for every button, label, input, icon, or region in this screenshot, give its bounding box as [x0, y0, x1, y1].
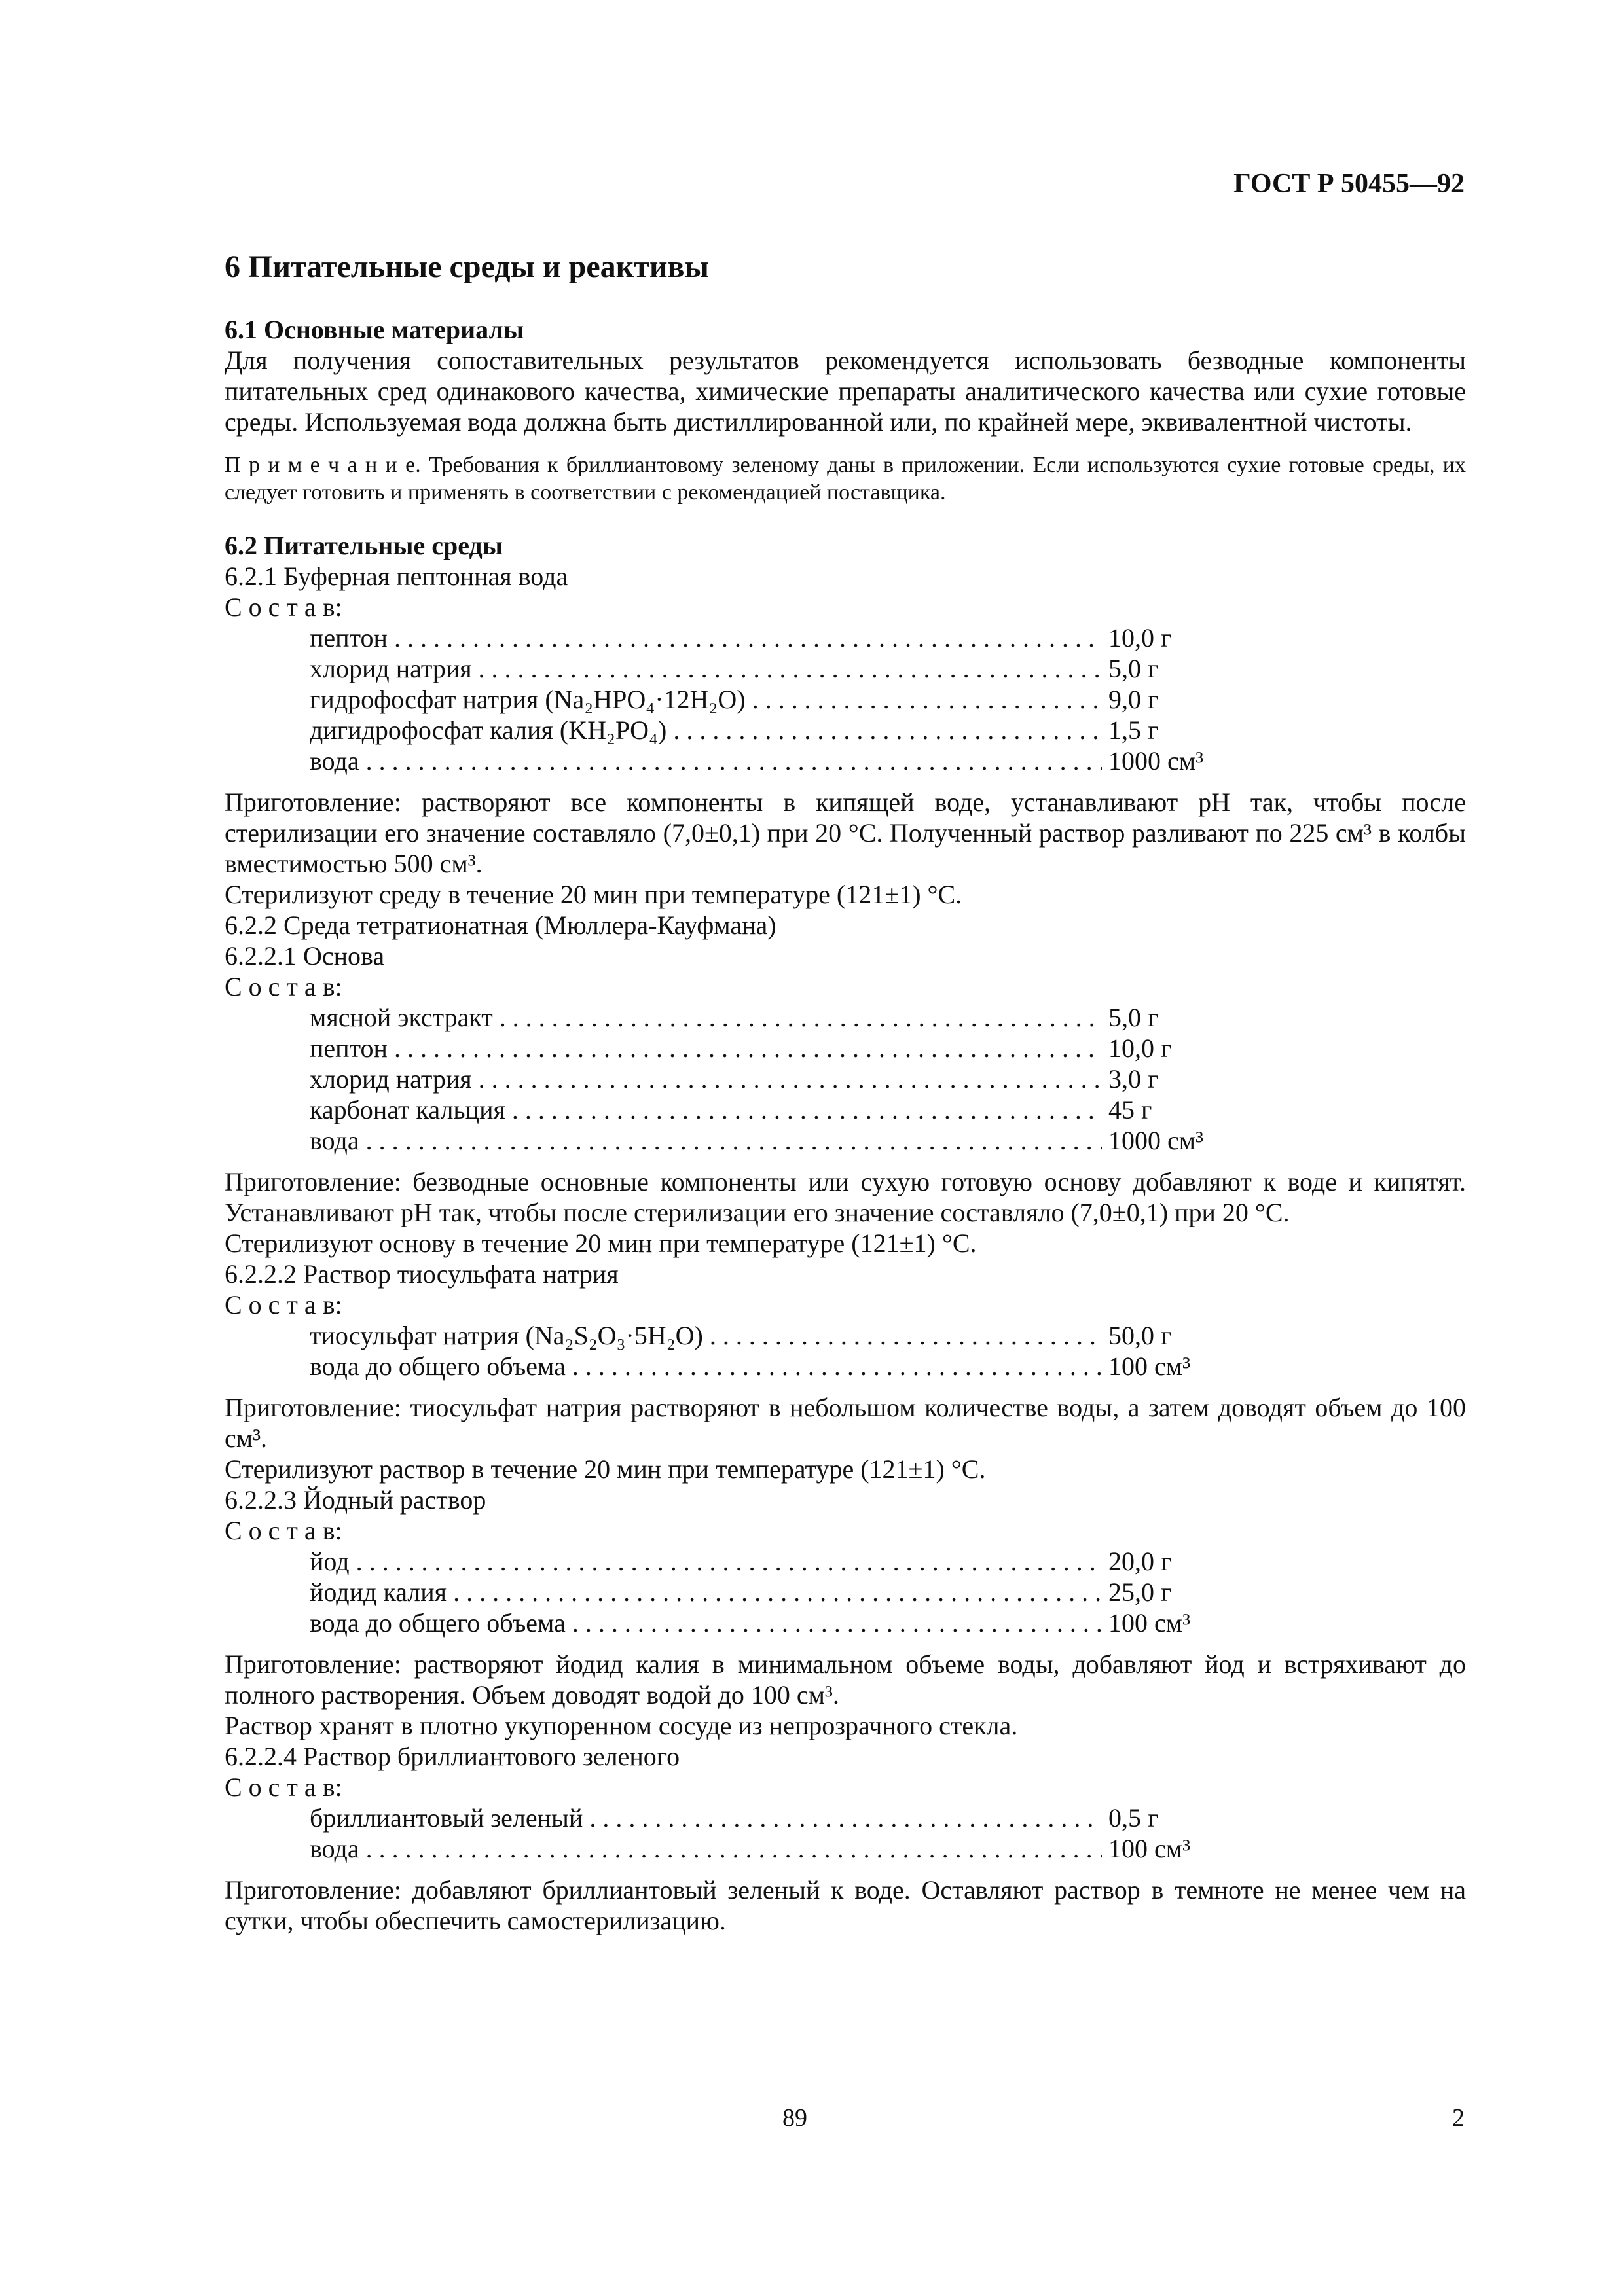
- leader-dots: [500, 1002, 1102, 1033]
- leader-dots: [710, 1320, 1102, 1351]
- ingredient-name: хлорид натрия: [310, 654, 472, 683]
- page-number: 89: [782, 2104, 807, 2132]
- ingredient-amount: 5,0 г: [1108, 1003, 1159, 1032]
- leader-dots: [366, 1125, 1102, 1156]
- ingredient-amount: 1000 см³: [1108, 746, 1204, 776]
- ingredient-name: дигидрофосфат калия (KH₂PO₄): [310, 715, 667, 745]
- ingredient-name: тиосульфат натрия (Na₂S₂O₃·5H₂O): [310, 1321, 703, 1350]
- recipe-row: [310, 1002, 1207, 1033]
- recipe-row: [310, 622, 1207, 653]
- ingredient-name: мясной экстракт: [310, 1003, 493, 1032]
- ingredient-amount: 1000 см³: [1108, 1126, 1204, 1155]
- ingredient-amount: 100 см³: [1108, 1834, 1191, 1863]
- leader-dots: [356, 1546, 1102, 1577]
- recipe-6-2-2-1: [310, 1002, 1207, 1156]
- composition-label: С о с т а в:: [225, 592, 342, 622]
- recipe-6-2-2-2: [310, 1320, 1207, 1382]
- sheet-number: 2: [1452, 2104, 1465, 2132]
- leader-dots: [366, 1833, 1102, 1864]
- leader-dots: [589, 1803, 1102, 1833]
- note: [225, 452, 1466, 507]
- ingredient-name: пептон: [310, 1033, 388, 1063]
- ingredient-name: пептон: [310, 623, 388, 653]
- ingredient-name: вода до общего объема: [310, 1352, 566, 1381]
- composition-label: С о с т а в:: [225, 972, 342, 1001]
- sterilization-6-2-2-1: Стерилизуют основу в течение 20 мин при температуре (121±1) °С.: [225, 1229, 977, 1258]
- leader-dots: [453, 1577, 1102, 1607]
- ingredient-amount: 9,0 г: [1108, 685, 1159, 714]
- ingredient-name: йодид калия: [310, 1577, 447, 1607]
- recipe-row: [310, 1064, 1207, 1094]
- leader-dots: [512, 1094, 1102, 1125]
- ingredient-amount: 50,0 г: [1108, 1321, 1172, 1350]
- section-6-2-2-title: 6.2.2 Среда тетратионатная (Мюллера-Кауфмана): [225, 910, 776, 940]
- recipe-row: [310, 715, 1207, 745]
- ingredient-name: вода: [310, 1126, 359, 1155]
- recipe-row: [310, 1125, 1207, 1156]
- preparation-6-2-1: Приготовление: растворяют все компоненты в кипящей воде, устанавливают pH так, чтобы после стерилизации его значение составляло (7,0±0,1) при 20 °С. Полученный раствор разливают по 225 см³ в колбы вместимостью 500 см³.: [225, 787, 1466, 878]
- composition-label: С о с т а в:: [225, 1290, 342, 1319]
- recipe-row: [310, 1577, 1207, 1607]
- ingredient-name: вода до общего объема: [310, 1608, 566, 1638]
- section-6-title: 6 Питательные среды и реактивы: [225, 249, 709, 284]
- preparation-6-2-2-2: Приготовление: тиосульфат натрия растворяют в небольшом количестве воды, а затем доводят объем до 100 см³.: [225, 1393, 1466, 1453]
- composition-label: С о с т а в:: [225, 1772, 342, 1802]
- leader-dots: [479, 1064, 1102, 1094]
- ingredient-amount: 5,0 г: [1108, 654, 1159, 683]
- ingredient-name: бриллиантовый зеленый: [310, 1803, 583, 1833]
- recipe-row: [310, 1546, 1207, 1577]
- leader-dots: [572, 1351, 1102, 1382]
- recipe-6-2-2-4: [310, 1803, 1207, 1864]
- recipe-6-2-1: [310, 622, 1207, 776]
- ingredient-amount: 25,0 г: [1108, 1577, 1172, 1607]
- recipe-6-2-2-3: [310, 1546, 1207, 1638]
- composition-label: С о с т а в:: [225, 1516, 342, 1545]
- leader-dots: [673, 715, 1102, 745]
- leader-dots: [479, 653, 1102, 684]
- ingredient-amount: 100 см³: [1108, 1608, 1191, 1638]
- section-6-2-1-title: 6.2.1 Буферная пептонная вода: [225, 562, 568, 591]
- section-6-2-2-2-title: 6.2.2.2 Раствор тиосульфата натрия: [225, 1259, 619, 1289]
- storage-6-2-2-3: Раствор хранят в плотно укупоренном сосуде из непрозрачного стекла.: [225, 1711, 1018, 1740]
- recipe-row: [310, 684, 1207, 715]
- document-body: [225, 249, 1466, 1936]
- ingredient-name: гидрофосфат натрия (Na₂HPO₄·12H₂O): [310, 685, 746, 714]
- ingredient-amount: 10,0 г: [1108, 623, 1172, 653]
- leader-dots: [572, 1607, 1102, 1638]
- note-label: П р и м е ч а н и е.: [225, 453, 421, 477]
- section-6-2-title: 6.2 Питательные среды: [225, 531, 503, 560]
- preparation-6-2-2-4: Приготовление: добавляют бриллиантовый зеленый к воде. Оставляют раствор в темноте не менее чем на сутки, чтобы обеспечить самостерилизацию.: [225, 1875, 1466, 1935]
- leader-dots: [394, 622, 1102, 653]
- section-6-2-2-4-title: 6.2.2.4 Раствор бриллиантового зеленого: [225, 1742, 680, 1771]
- leader-dots: [394, 1033, 1102, 1064]
- section-6-1-text: Для получения сопоставительных результатов рекомендуется использовать безводные компоненты питательных сред одинакового качества, химические препараты аналитического качества или сухие готовые среды. Используемая вода должна быть дистиллированной или, по крайней мере, эквивалентной чистоты.: [225, 346, 1466, 437]
- leader-dots: [366, 745, 1102, 776]
- recipe-row: [310, 1094, 1207, 1125]
- ingredient-amount: 3,0 г: [1108, 1064, 1159, 1094]
- recipe-row: [310, 1607, 1207, 1638]
- section-6-2-2-3-title: 6.2.2.3 Йодный раствор: [225, 1485, 486, 1515]
- sterilization-6-2-2-2: Стерилизуют раствор в течение 20 мин при температуре (121±1) °С.: [225, 1454, 986, 1484]
- recipe-row: [310, 745, 1207, 776]
- ingredient-amount: 20,0 г: [1108, 1547, 1172, 1576]
- ingredient-amount: 10,0 г: [1108, 1033, 1172, 1063]
- sterilization-6-2-1: Стерилизуют среду в течение 20 мин при температуре (121±1) °С.: [225, 880, 962, 909]
- preparation-6-2-2-1: Приготовление: безводные основные компоненты или сухую готовую основу добавляют к воде и кипятят. Устанавливают pH так, чтобы после стерилизации его значение составляло (7,0±0,1) при 20 °С.: [225, 1167, 1466, 1227]
- ingredient-amount: 45 г: [1108, 1095, 1152, 1124]
- standard-code: ГОСТ Р 50455—92: [1233, 169, 1465, 199]
- ingredient-amount: 0,5 г: [1108, 1803, 1159, 1833]
- ingredient-amount: 100 см³: [1108, 1352, 1191, 1381]
- leader-dots: [752, 684, 1102, 715]
- recipe-row: [310, 1320, 1207, 1351]
- ingredient-name: хлорид натрия: [310, 1064, 472, 1094]
- recipe-row: [310, 1803, 1207, 1833]
- recipe-row: [310, 1033, 1207, 1064]
- recipe-row: [310, 1833, 1207, 1864]
- ingredient-name: вода: [310, 746, 359, 776]
- ingredient-name: вода: [310, 1834, 359, 1863]
- recipe-row: [310, 1351, 1207, 1382]
- ingredient-name: йод: [310, 1547, 350, 1576]
- section-6-1-title: 6.1 Основные материалы: [225, 315, 524, 344]
- note-text: Требования к бриллиантовому зеленому даны в приложении. Если используются сухие готовые среды, их следует готовить и применять в соответствии с рекомендацией поставщика.: [225, 453, 1467, 505]
- section-6-2-2-1-title: 6.2.2.1 Основа: [225, 941, 385, 971]
- recipe-row: [310, 653, 1207, 684]
- ingredient-name: карбонат кальция: [310, 1095, 505, 1124]
- preparation-6-2-2-3: Приготовление: растворяют йодид калия в минимальном объеме воды, добавляют йод и встряхивают до полного растворения. Объем доводят водой до 100 см³.: [225, 1649, 1466, 1710]
- ingredient-amount: 1,5 г: [1108, 715, 1159, 745]
